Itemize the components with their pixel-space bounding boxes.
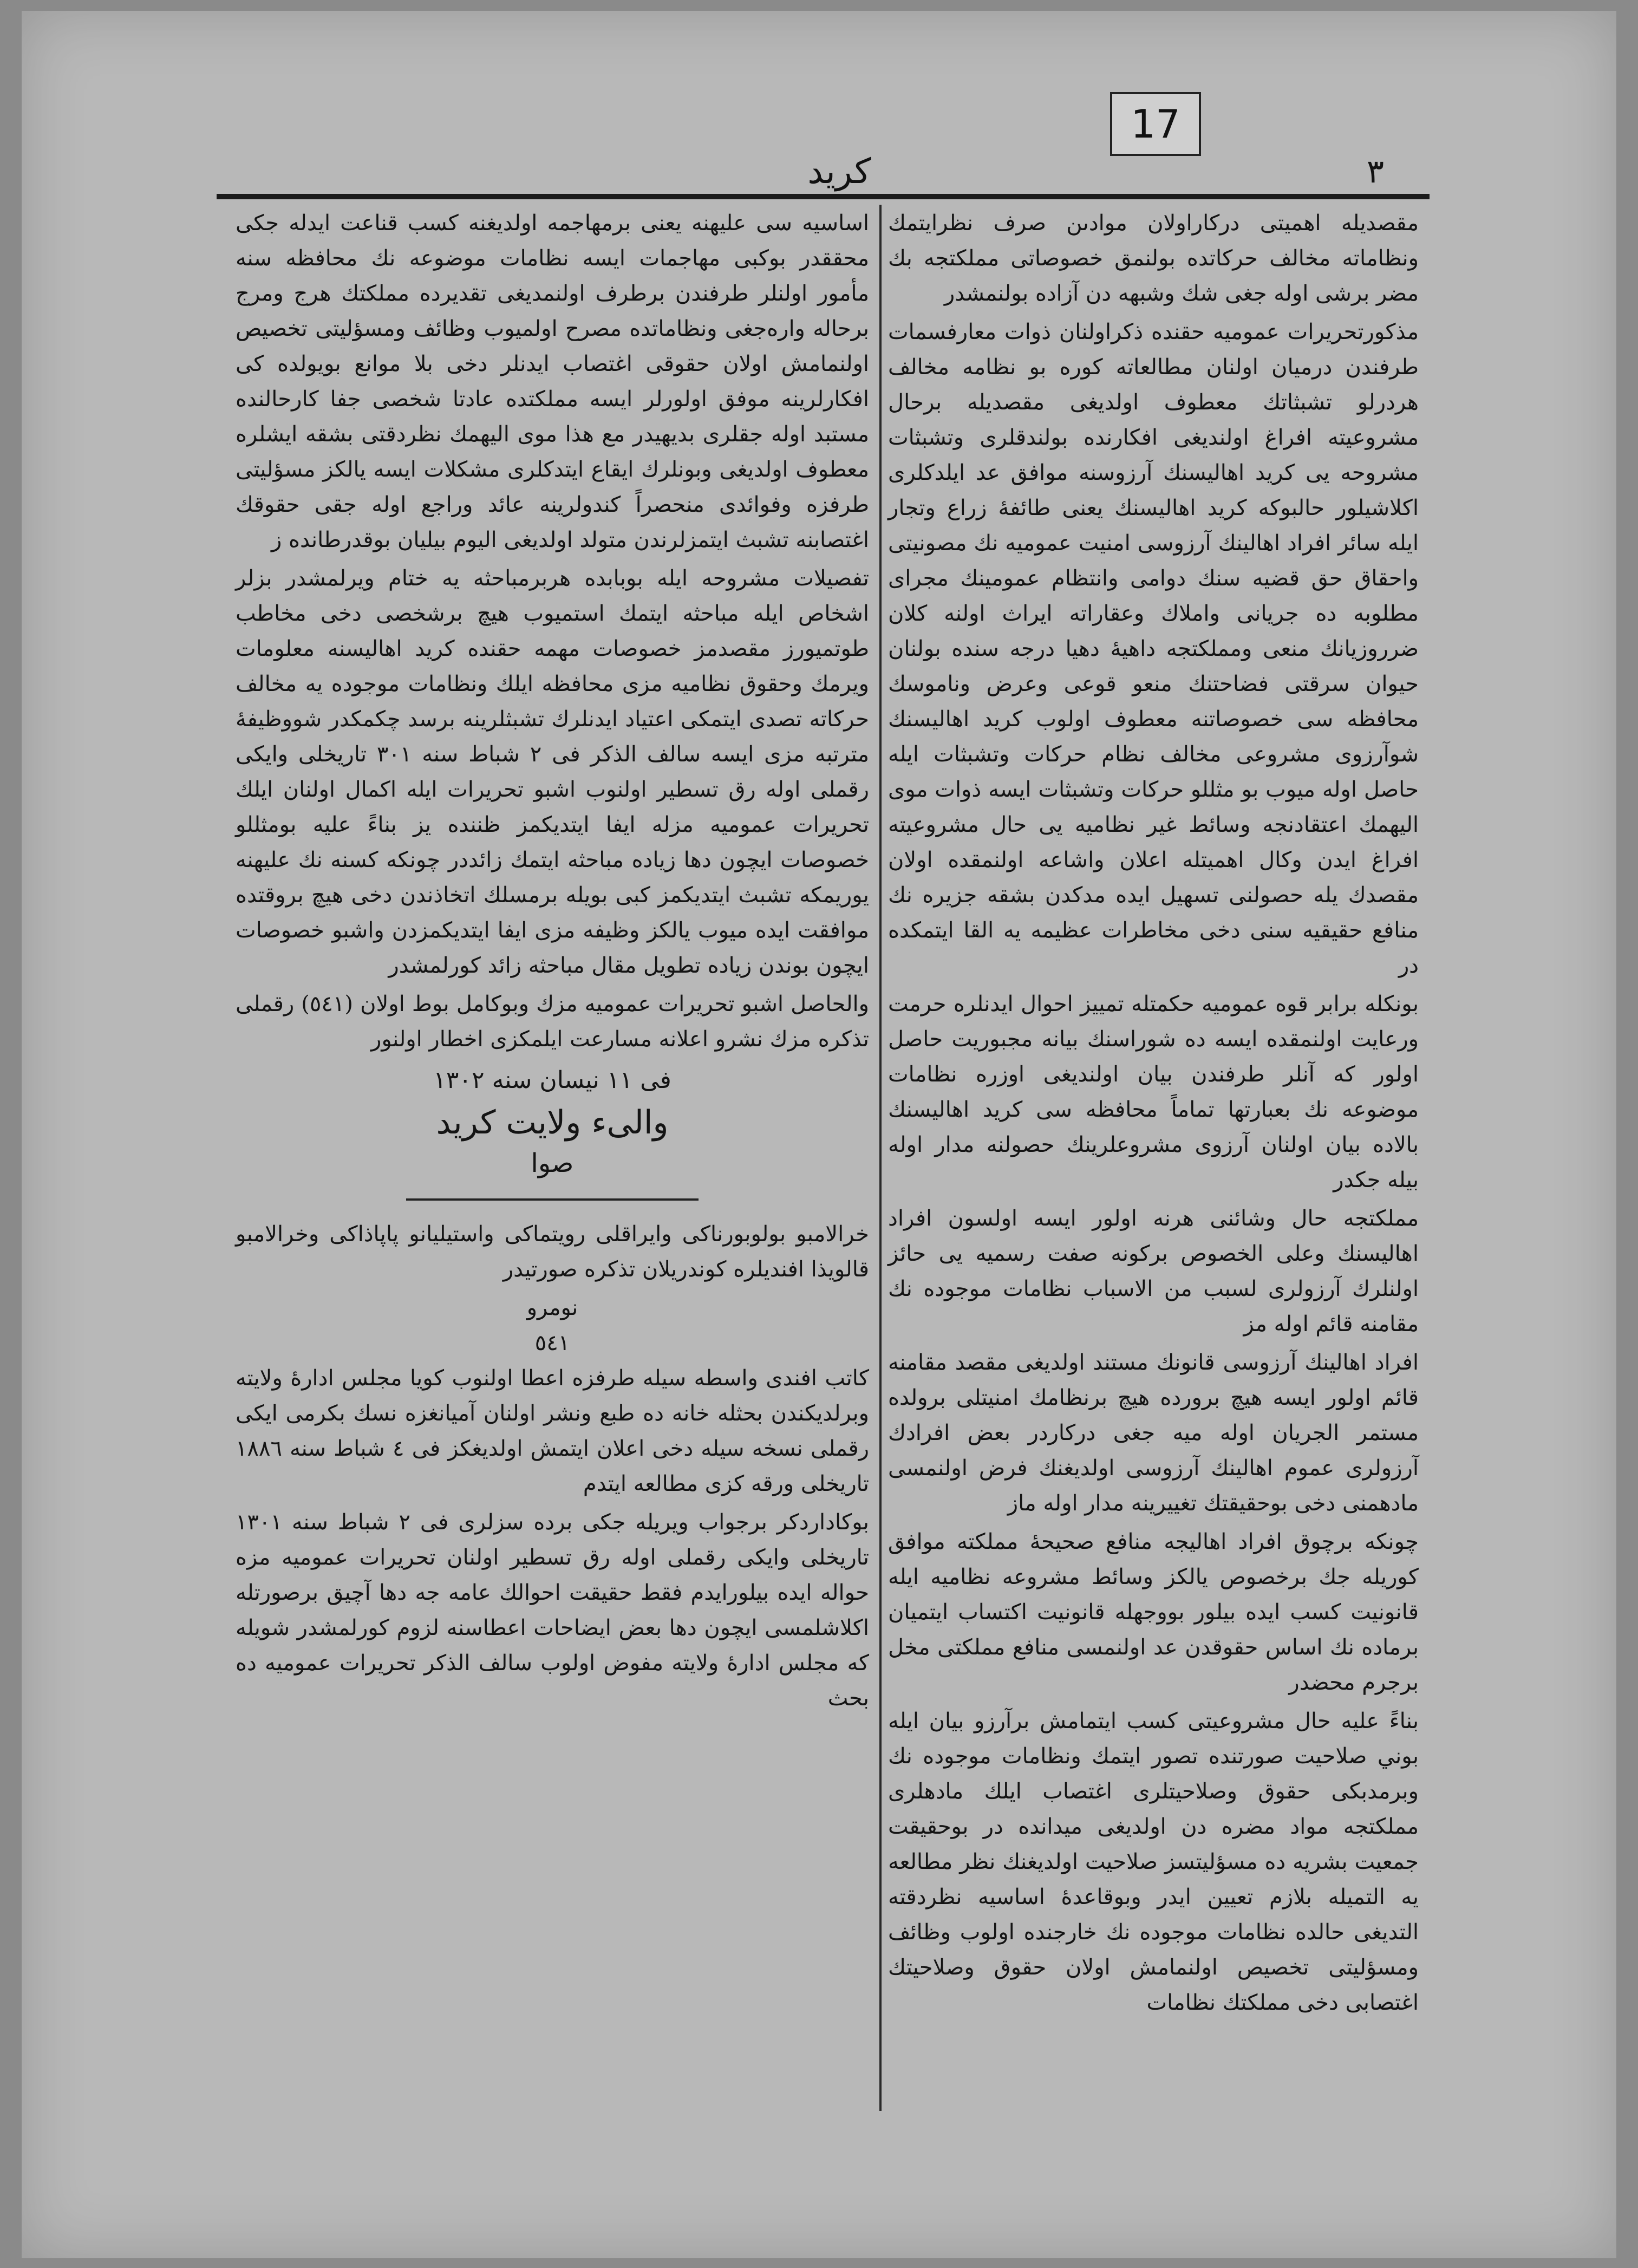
left-paragraph-1: اساسيه سى عليهنه يعنى برمهاجمه اولديغنه كسب قناعت ايدله جكى محققدر بوكبى مهاجمات ايسه نظامات موضوعه نك محافظه سنه مأمور اولنلر طرفندن برطرف اولنمديغى تقديرده مملكتك هرج ومرج برحاله وارەجغى ونظاماتده مصرح اولميوب وظائف ومسؤليتى تخصيص اولنمامش اولان حقوقى اغتصاب ايدنلر دخى بلا موانع بويولده كى افكارلرينه موفق اولورلر ايسه مملكتده عادتا شخصى جفا كارحالنده مستبد اوله جقلرى بديهيدر مع هذا موى اليهمك نظردقتى بشقه ايشلره معطوف اولديغى وبونلرك ايقاع ايتدكلرى مشكلات ايسه يالكز مسؤليتى طرفزه وفوائدى منحصراً كندولرينه عائد وراجع اوله جقى حقوقك اغتصابنه تشبث ايتمزلرندن متولد اولديغى اليوم بيليان بوقدرطانده ز <box>236 211 869 552</box>
right-paragraph-6: چونكه برچوق افراد اهاليجه منافع صحيحۀ مملكته موافق كوريله جك برخصوص يالكز وسائط مشروعه نظاميه ايله قانونيت كسب ايده بيلور بووجهله قانونيت اكتساب ايتميان برماده نك اساس حقوقدن عد اولنمسى منافع مملكتى مخل برجرم محضدر <box>888 1529 1419 1695</box>
right-column <box>888 206 1419 2024</box>
number-value: ٥٤١ <box>534 1331 570 1355</box>
section-rule <box>406 1198 699 1201</box>
column-divider <box>879 205 882 2111</box>
right-paragraph-7: بناءً عليه حال مشروعيتى كسب ايتمامش برآرزو بيان ايله بوني صلاحيت صورتنده تصور ايتمك ونظامات موجوده نك وبرمدبكى حقوق وصلاحيتلرى اغتصاب ايلك مادهلرى مملكتجه مواد مضره دن اولديغى ميدانده در بوحقيقت جمعيت بشريه ده مسؤليتسز صلاحيت اولديغنك نظر مطالعه يه التميله بلازم تعيين ايدر وبوقاعدۀ اساسيه نظردقته التديغى حالده نظامات موجوده نك خارجنده اولوب وظائف ومسؤليتى تخصيص اولنمامش اولان حقوق وصلاحيتك اغتصابى دخى مملكتك نظامات <box>888 1709 1419 2015</box>
newspaper-page <box>22 11 1616 2258</box>
signature: صوا <box>531 1148 574 1178</box>
letter-paragraph-2: بوكاداردكر برجواب ويريله جكى برده سزلرى فى ٢ شباط سنه ١٣٠١ تاريخلى وايكى رقملى اوله رق تسطير اولنان تحريرات عموميه مزه حواله ايده بيلورايدم فقط حقيقت احوالك عامه جه دها آچيق برصورتله اكلاشلمسى ايچون دها بعض ايضاحات اعطاسنه لزوم كورلمشدر شويله كه مجلس ادارۀ ولايته مفوض اولوب سالف الذكر تحريرات عموميه ده بحث <box>236 1510 869 1711</box>
addressees-line: خرالامبو بولوبورناكى وايراقلى رويتماكى واستيليانو پاپاذاكى وخرالامبو قالويذا افنديلره كوندريلان تذكره صورتيدر <box>236 1222 869 1282</box>
document-date: فى ١١ نيسان سنه ١٣٠٢ <box>433 1066 671 1094</box>
right-paragraph-3: بونكله برابر قوه عموميه حكمتله تمييز احوال ايدنلره حرمت ورعايت اولنمقده ايسه ده شوراسنك بيانه مجبوريت حاصل اولور كه آنلر طرفندن بيان اولنديغى اوزره نظامات موضوعه نك بعبارتها تماماً محافظه سى كريد اهاليسنك بالاده بيان اولنان آرزوى مشروعلرينك حصولنه مدار اوله بيله جكدر <box>888 992 1419 1192</box>
masthead-page-number: ٣ <box>1366 153 1385 191</box>
header-rule <box>217 194 1430 199</box>
letter-paragraph-1: كاتب افندى واسطه سيله طرفزه اعطا اولنوب كويا مجلس ادارۀ ولايته وبرلديكندن بحثله خانه ده طبع ونشر اولنان آميانغزه نسك بكرمى ايكى رقملى نسخه سيله دخى اعلان ايتمش اولديغكز فى ٤ شباط سنه ١٨٨٦ تاريخلى ورقه كزى مطالعه ايتدم <box>236 1366 869 1496</box>
left-paragraph-2: تفصيلات مشروحه ايله بوبابده هربرمباحثه يه ختام ويرلمشدر بزلر اشخاص ايله مباحثه ايتمك استميوب هيچ برشخصى دخى مخاطب طوتميورز مقصدمز خصوصات مهمه حقنده كريد اهاليسنه معلومات ويرمك وحقوق نظاميه مزى محافظه ايلك ونظامات موجوده يه مخالف حركاته تصدى ايتمكى اعتياد ايدنلرك تشبثلرينه برسد چكمكدر شووظيفۀ مترتبه مزى ايسه سالف الذكر فى ٢ شباط سنه ٣٠١ تاريخلى وايكى رقملى اوله رق تسطير اولنوب اشبو تحريرات ايله اكمال اولنان ايلك تحريرات عموميه مزله ايفا ايتديكمز ظننده يز بناءً عليه بومثللو خصوصات ايچون دها زياده مباحثه ايتمك زائددر چونكه كسنه نك عليهنه يوريمكه تشبث ايتديكمز كبى بويله برمسلك اتخاذندن دخى هيچ بروقتده موافقت ايده ميوب يالكز وظيفه مزى ايفا ايتديكمزدن واشبو خصوصات ايچون بوندن زياده تطويل مقال مباحثه زائد كورلمشدر <box>236 566 870 978</box>
number-label: نومرو <box>526 1295 578 1320</box>
archive-page-tag <box>1110 92 1201 156</box>
right-paragraph-5: افراد اهالينك آرزوسى قانونك مستند اولديغى مقصد مقامنه قائم اولور ايسه هيچ برورده هيچ برنظامك امنيتلى برولده مستمر الجريان اوله ميه جغى دركاردر بعض افرادك آرزولرى عموم اهالينك آرزوسى اولديغنك فرض اولنمسى مادهمنى دخى بوحقيقتك تغييرينه مدار اوله ماز <box>888 1350 1419 1516</box>
governor-title: والىء ولايت كريد <box>436 1104 669 1142</box>
masthead-title: كريد <box>807 152 871 192</box>
left-column <box>236 206 869 1719</box>
right-paragraph-1: مقصديله اهميتى دركاراولان موادىن صرف نظرايتمك ونظاماته مخالف حركاتده بولنمق خصوصاتى مملكتجه بك مضر برشى اوله جغى شك وشبهه دن آزاده بولنمشدر <box>888 211 1419 306</box>
left-paragraph-3: والحاصل اشبو تحريرات عموميه مزك وبوكامل بوط اولان (٥٤١) رقملى تذكره مزك نشرو اعلانه مسارعت ايلمكزى اخطار اولنور <box>236 992 869 1052</box>
archive-page-tag-number: 17 <box>1131 101 1180 147</box>
right-paragraph-4: مملكتجه حال وشائنى هرنه اولور ايسه اولسون افراد اهاليسنك وعلى الخصوص بركونه صفت رسميه يى حائز اولنلرك آرزولرى لسبب من الاسباب نظامات موجوده نك مقامنه قائم اوله مز <box>888 1206 1419 1337</box>
right-paragraph-2: مذكورتحريرات عموميه حقنده ذكراولنان ذوات معارفسمات طرفندن درميان اولنان مطالعاته كوره بو نظامه مخالف هردرلو تشبثاتك معطوف اولديغى مقصديله برحال مشروعيته افراغ اولنديغى افكارنده بولندقلرى وتشبثات مشروحه يى كريد اهاليسنك آرزوسنه موافق عد ايلدكلرى اكلاشيلور حالبوكه كريد اهاليسنك يعنى طائفۀ زراع وتجار ايله سائر افراد اهالينك آرزوسى امنيت عموميه نك مصونيتى واحقاق حق قضيه سنك دوامى وانتظام عمومينك مجراى مطلوبه ده جريانى واملاك وعقاراته ايراث اولنه كلان ضرروزيانك منعى ومملكتجه داهيۀ دهيا درجه سنده بولنان حيوان سرقتى فضاحتنك منعو قوعى وعرض وناموسك محافظه سى خصوصاتنه معطوف اولوب كريد اهاليسنك شوآرزوى مشروعى مخالف نظام حركات وتشبثات ايله حاصل اوله ميوب بو مثللو حركات وتشبثات ايسه ذوات موى اليهمك اعتقادنجه وسائط غير نظاميه يى حال مشروعيته افراغ ايدن وكال اهميتله اعلان واشاعه اولنمقده اولان مقصدك يله حصولنى تسهيل ايده مدكدن بشقه جزيره نك منافع حقيقيه سنى دخى مخاطرات عظيمه يه القا ايتمكده در <box>888 320 1419 978</box>
